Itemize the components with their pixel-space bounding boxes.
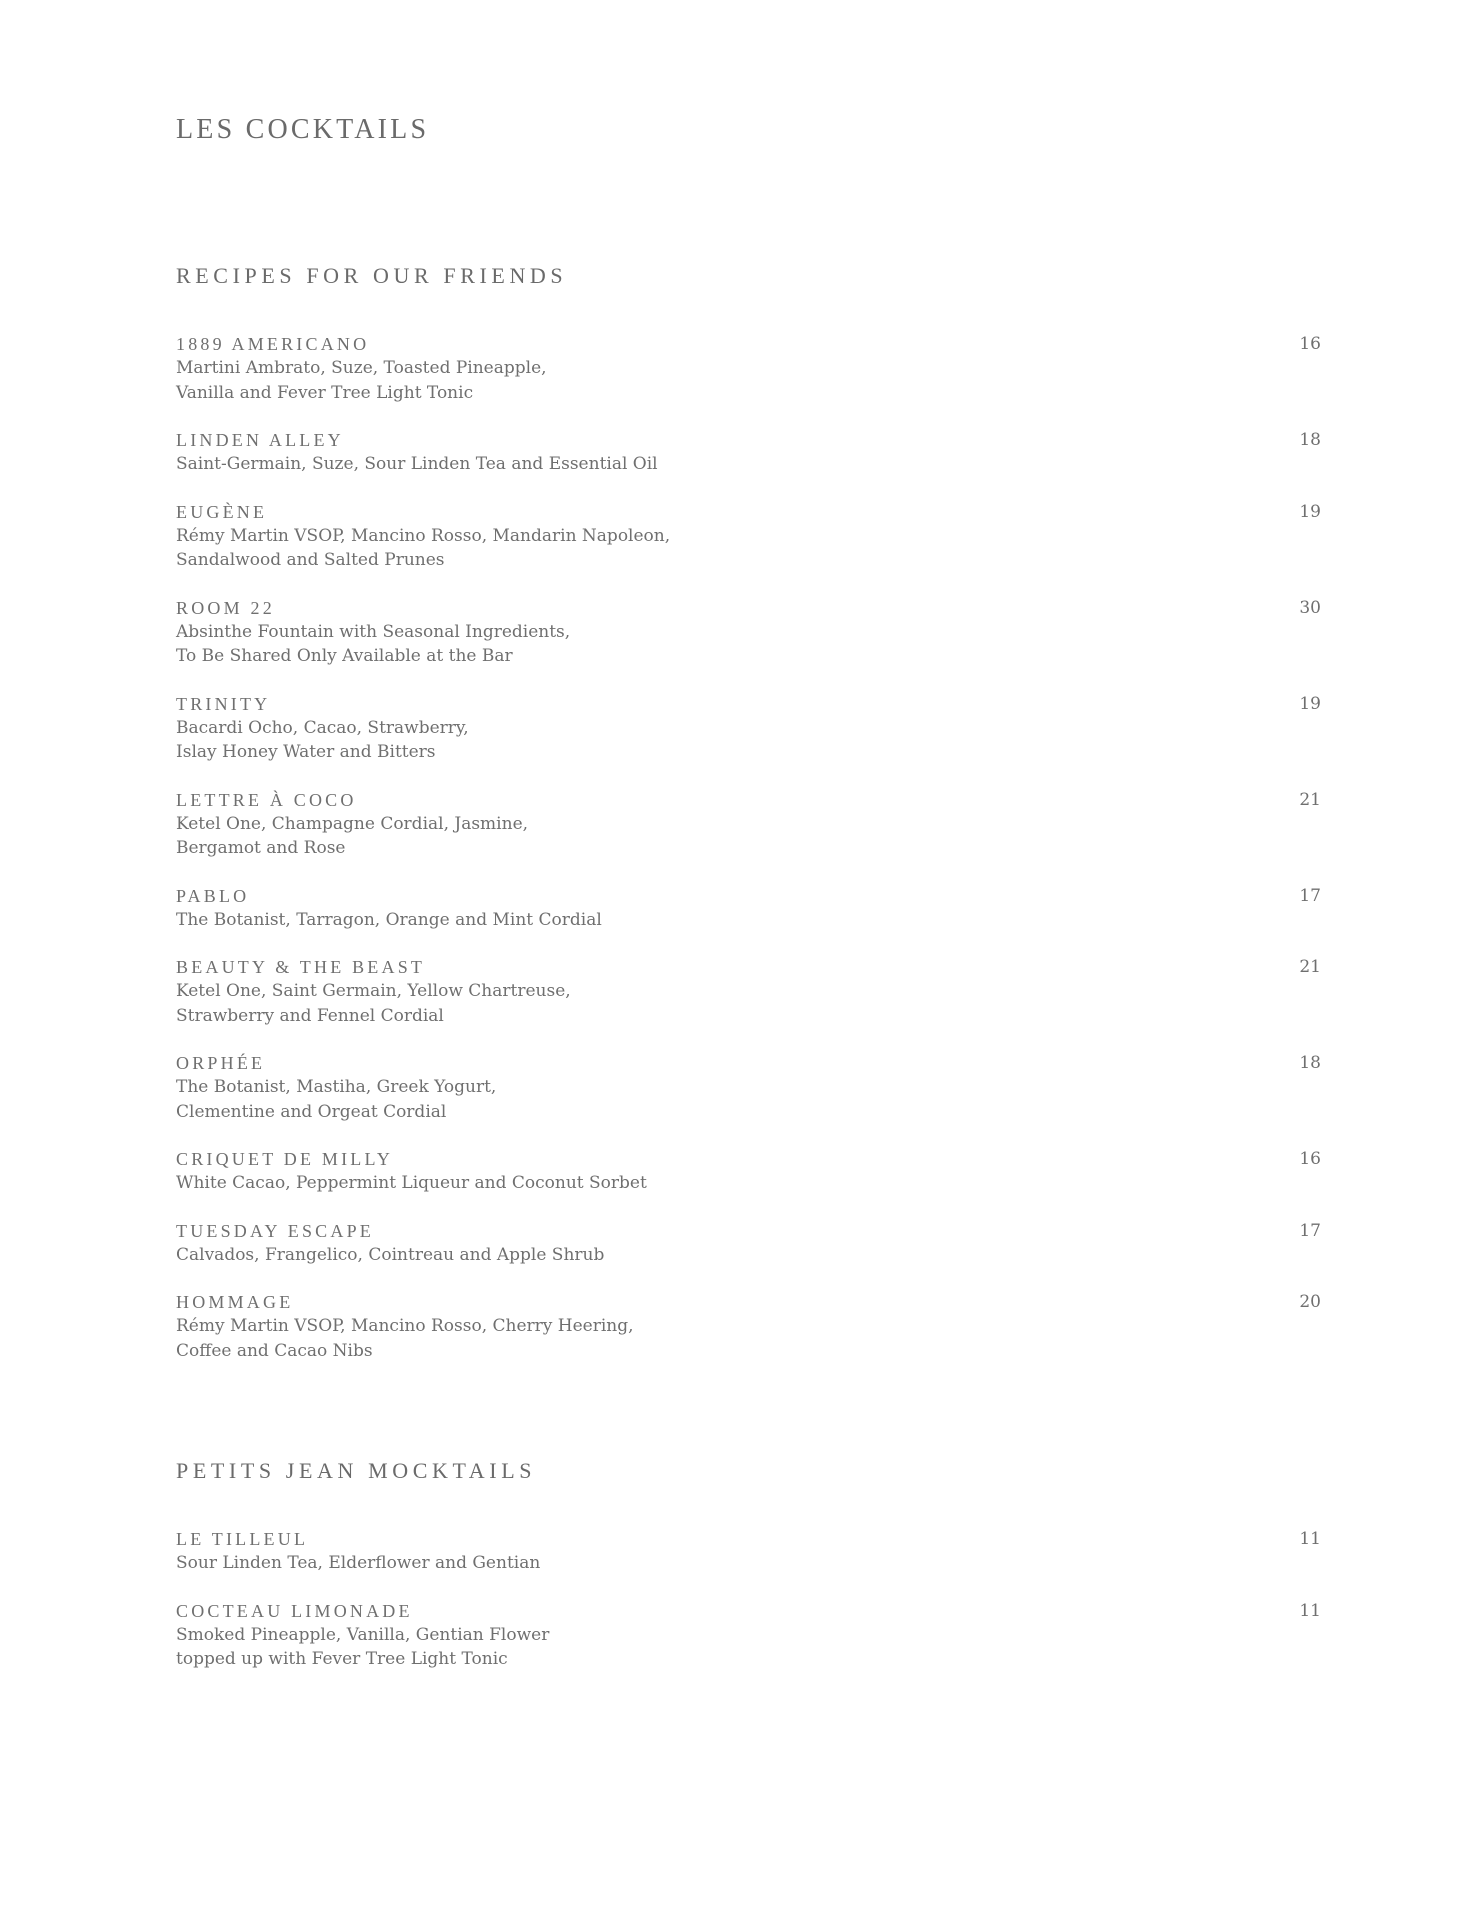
- item-name: ORPHÉE: [176, 1053, 266, 1073]
- section-cocktails: [176, 264, 1321, 1386]
- item-description: [176, 1243, 1321, 1268]
- item-price: 16: [1299, 1149, 1321, 1169]
- section-heading: PETITS JEAN MOCKTAILS: [176, 1458, 537, 1483]
- item-price: 19: [1299, 501, 1321, 522]
- item-description-line: Bacardi Ocho, Cacao, Strawberry,: [176, 717, 469, 738]
- item-name: TUESDAY ESCAPE: [176, 1220, 374, 1241]
- item-description: [176, 1314, 1321, 1363]
- item-name: LE TILLEUL: [176, 1529, 309, 1549]
- item-description-line: Strawberry and Fennel Cordial: [176, 1005, 444, 1026]
- menu-item: [176, 788, 1321, 861]
- menu-item: [176, 884, 1321, 933]
- item-description: [176, 812, 1321, 861]
- item-description: [176, 1171, 1321, 1196]
- menu-item: [176, 692, 1321, 765]
- item-price: 18: [1299, 430, 1321, 450]
- item-description-line: Martini Ambrato, Suze, Toasted Pineapple,: [176, 358, 547, 378]
- section-mocktails: [176, 1459, 1321, 1695]
- item-description-line: The Botanist, Tarragon, Orange and Mint Cordial: [176, 909, 602, 930]
- item-description-line: To Be Shared Only Available at the Bar: [176, 646, 513, 666]
- item-list: [176, 332, 1321, 1363]
- item-name: ROOM 22: [176, 597, 275, 618]
- item-price: 17: [1299, 885, 1321, 906]
- item-price: 30: [1299, 597, 1321, 618]
- item-price: 21: [1299, 957, 1321, 977]
- item-description: [176, 356, 1321, 405]
- menu-item: [176, 1527, 1321, 1576]
- item-name: LETTRE À COCO: [176, 789, 357, 810]
- item-description-line: Sour Linden Tea, Elderflower and Gentian: [176, 1553, 541, 1573]
- item-description: [176, 1075, 1321, 1124]
- item-name: PABLO: [176, 885, 250, 906]
- menu-item: [176, 1219, 1321, 1268]
- item-description: [176, 1623, 1321, 1672]
- item-description-line: The Botanist, Mastiha, Greek Yogurt,: [176, 1077, 497, 1097]
- item-description: [176, 524, 1321, 573]
- item-description-line: Clementine and Orgeat Cordial: [176, 1101, 447, 1122]
- menu-item: [176, 1599, 1321, 1672]
- item-price: 11: [1299, 1529, 1321, 1549]
- item-name: LINDEN ALLEY: [176, 430, 344, 450]
- menu-item: [176, 1051, 1321, 1124]
- item-description-line: Ketel One, Champagne Cordial, Jasmine,: [176, 813, 529, 834]
- item-description-line: Saint-Germain, Suze, Sour Linden Tea and Essential Oil: [176, 454, 658, 474]
- menu-item: [176, 500, 1321, 573]
- item-description-line: Bergamot and Rose: [176, 838, 346, 858]
- menu-item: [176, 596, 1321, 669]
- item-name: COCTEAU LIMONADE: [176, 1600, 413, 1621]
- item-name: HOMMAGE: [176, 1292, 294, 1312]
- item-description: [176, 716, 1321, 765]
- item-list: [176, 1527, 1321, 1672]
- menu-item: [176, 1147, 1321, 1196]
- page-title: LES COCKTAILS: [176, 114, 430, 145]
- item-description-line: Rémy Martin VSOP, Mancino Rosso, Mandarin Napoleon,: [176, 525, 671, 546]
- item-price: 11: [1299, 1600, 1321, 1621]
- item-description-line: Ketel One, Saint Germain, Yellow Chartreuse,: [176, 981, 571, 1001]
- item-description-line: White Cacao, Peppermint Liqueur and Coconut Sorbet: [176, 1173, 647, 1193]
- item-description: [176, 908, 1321, 933]
- item-description-line: Coffee and Cacao Nibs: [176, 1340, 373, 1361]
- menu-item: [176, 332, 1321, 405]
- item-name: EUGÈNE: [176, 501, 268, 522]
- item-description-line: Sandalwood and Salted Prunes: [176, 550, 445, 570]
- item-price: 20: [1299, 1292, 1321, 1312]
- item-name: BEAUTY & THE BEAST: [176, 957, 426, 977]
- item-description-line: Absinthe Fountain with Seasonal Ingredients,: [176, 621, 571, 642]
- item-name: 1889 AMERICANO: [176, 334, 370, 354]
- item-description-line: Islay Honey Water and Bitters: [176, 742, 436, 762]
- item-description: [176, 452, 1321, 477]
- item-description-line: Calvados, Frangelico, Cointreau and Apple Shrub: [176, 1244, 605, 1265]
- item-description-line: Smoked Pineapple, Vanilla, Gentian Flower: [176, 1624, 550, 1645]
- item-price: 16: [1299, 334, 1321, 354]
- item-description-line: Vanilla and Fever Tree Light Tonic: [176, 382, 474, 403]
- item-price: 21: [1299, 789, 1321, 810]
- menu-item: [176, 955, 1321, 1028]
- item-description: [176, 979, 1321, 1028]
- section-heading: RECIPES FOR OUR FRIENDS: [176, 263, 568, 288]
- menu-item: [176, 428, 1321, 477]
- item-description-line: Rémy Martin VSOP, Mancino Rosso, Cherry Heering,: [176, 1316, 634, 1336]
- item-name: CRIQUET DE MILLY: [176, 1149, 394, 1169]
- menu-item: [176, 1290, 1321, 1363]
- item-description: [176, 1551, 1321, 1576]
- item-description-line: topped up with Fever Tree Light Tonic: [176, 1649, 508, 1669]
- item-description: [176, 620, 1321, 669]
- item-price: 18: [1299, 1053, 1321, 1073]
- item-price: 19: [1299, 693, 1321, 714]
- item-price: 17: [1299, 1220, 1321, 1241]
- item-name: TRINITY: [176, 693, 271, 714]
